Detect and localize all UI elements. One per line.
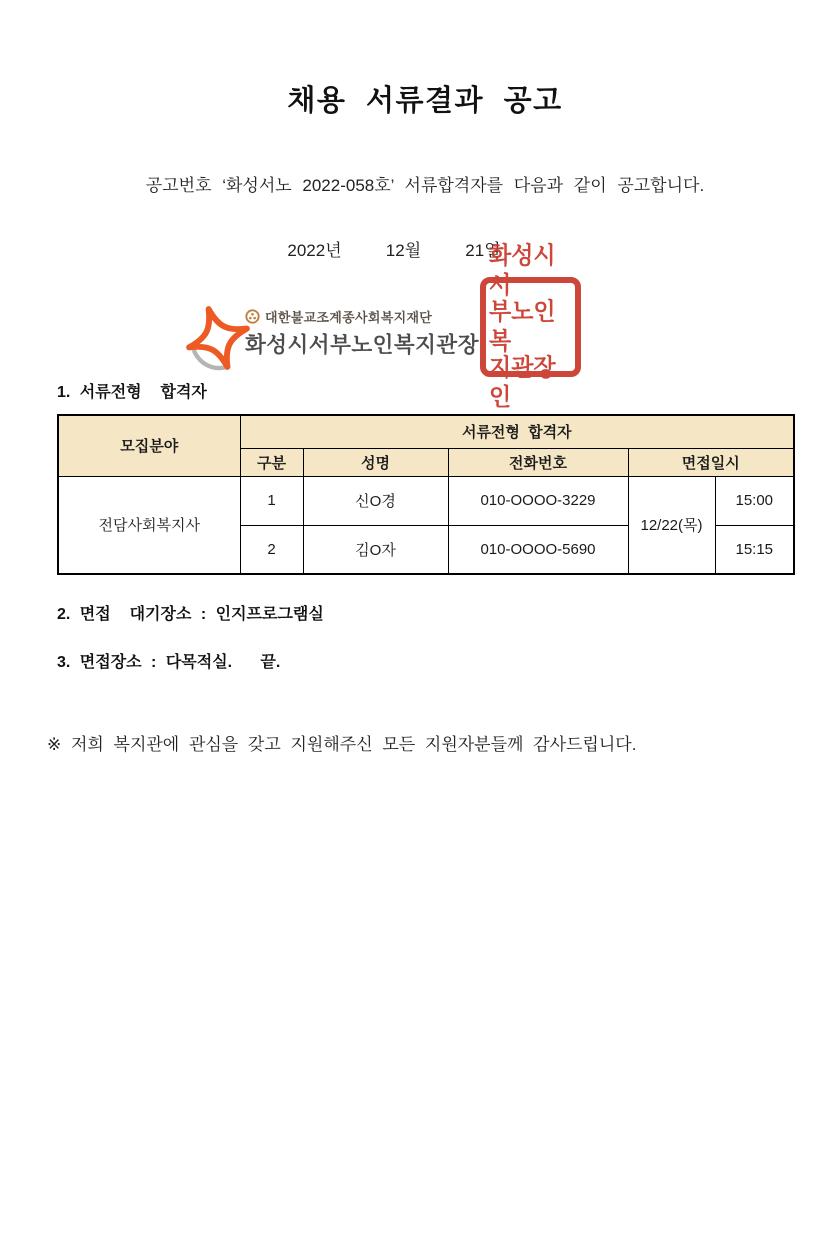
page-title: 채용 서류결과 공고	[287, 85, 563, 117]
cell-interview-time: 15:00	[715, 476, 794, 525]
cell-interview-date: 12/22(목)	[628, 476, 715, 574]
cell-phone: 010-OOOO-3229	[448, 476, 628, 525]
issue-date: 2022년 12월 21일	[287, 241, 501, 260]
jogye-emblem-icon	[245, 309, 260, 324]
document-page	[0, 78, 835, 755]
table-row	[58, 476, 794, 525]
org-name: 화성시서부노인복지관장	[245, 333, 479, 357]
foundation-name: 대한불교조계종사회복지재단	[265, 309, 433, 325]
cell-recruit-field: 전담사회복지사	[58, 476, 240, 574]
official-seal	[480, 242, 581, 411]
cell-interview-time: 15:15	[715, 525, 794, 574]
section-2-heading: 2. 면접 대기장소 : 인지프로그램실	[57, 606, 324, 623]
col-header-phone: 전화번호	[448, 448, 628, 476]
seal-row: 지관장인	[489, 354, 556, 411]
announcement-text: 공고번호 ‘화성서노 2022-058호’ 서류합격자를 다음과 같이 공고합니다.	[145, 176, 705, 195]
star-logo-icon	[185, 303, 251, 373]
section-1-heading: 1. 서류전형 합격자	[57, 384, 207, 401]
seal-row: 부노인복	[489, 298, 556, 355]
cell-name: 신O경	[303, 476, 448, 525]
col-header-recruit-field: 모집분야	[58, 415, 240, 476]
col-header-interview-datetime: 면접일시	[628, 448, 794, 476]
col-header-name: 성명	[303, 448, 448, 476]
cell-no: 2	[240, 525, 303, 574]
org-text-block	[245, 307, 479, 359]
col-header-group-title: 서류전형 합격자	[240, 415, 794, 448]
cell-phone: 010-OOOO-5690	[448, 525, 628, 574]
footer-note: ※ 저희 복지관에 관심을 갖고 지원해주신 모든 지원자분들께 감사드립니다.	[47, 735, 637, 754]
cell-no: 1	[240, 476, 303, 525]
foundation-line	[245, 307, 479, 325]
col-header-no: 구분	[240, 448, 303, 476]
cell-name: 김O자	[303, 525, 448, 574]
table-header-row-1	[58, 415, 794, 448]
section-3-heading: 3. 면접장소 : 다목적실. 끝.	[57, 654, 281, 671]
applicants-table	[57, 414, 795, 575]
seal-row: 화성시서	[489, 242, 556, 299]
